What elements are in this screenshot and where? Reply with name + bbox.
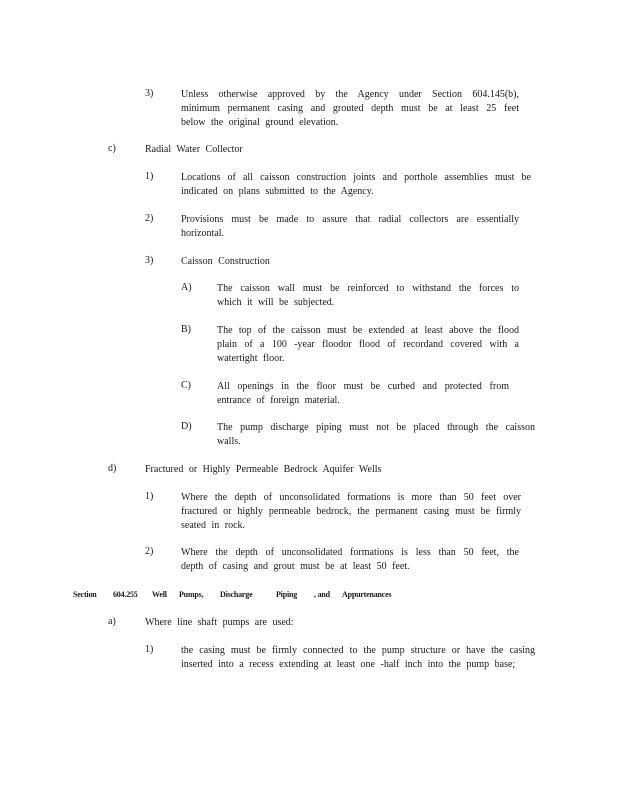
section-title-word: Pumps, [179,590,204,599]
section-title-word: Appurtenances [342,590,392,599]
item-text: The top of the caisson must be extended at least above the flood plain of a 100 -year floodor flood of recordand covered with a watertight floor. [217,325,519,364]
item-number: a) [108,616,116,627]
item-number: 1) [145,644,154,655]
item-number: D) [181,421,192,432]
item-text: Unless otherwise approved by the Agency under Section 604.145(b), minimum permanent casing and grouted depth must be at least 25 feet below the original ground elevation. [181,89,519,128]
item-number: 3) [145,255,154,266]
section-number: 604.255 [113,590,138,599]
item-number: 3) [145,88,154,99]
item-text: The caisson wall must be reinforced to withstand the forces to which it will be subjected. [217,283,519,308]
item-text: Provisions must be made to assure that radial collectors are essentially horizontal. [181,214,519,239]
item-text: Where the depth of unconsolidated formations is more than 50 feet over fractured or highly permeable bedrock, the permanent casing must be firmly seated in rock. [181,492,521,531]
item-text: Where the depth of unconsolidated formations is less than 50 feet, the depth of casing and grout must be at least 50 feet. [181,547,519,572]
item-text: Locations of all caisson construction joints and porthole assemblies must be indicated on plans submitted to the Agency. [181,172,531,197]
item-text: Where line shaft pumps are used: [145,617,294,628]
section-heading [73,590,403,599]
section-title-word: , and [314,590,330,599]
section-label: Section [73,590,97,599]
item-number: A) [181,282,192,293]
item-number: C) [181,380,191,391]
item-text: All openings in the floor must be curbed and protected from entrance of foreign material. [217,381,509,406]
item-number: B) [181,324,191,335]
item-number: 1) [145,171,154,182]
section-title-word: Discharge [220,590,253,599]
item-number: 2) [145,546,154,557]
item-text: Fractured or Highly Permeable Bedrock Aquifer Wells [145,464,382,475]
item-number: 1) [145,491,154,502]
item-text: Caisson Construction [181,256,270,267]
item-number: c) [108,143,116,154]
section-title-word: Piping [276,590,298,599]
item-text: The pump discharge piping must not be placed through the caisson walls. [217,422,535,447]
item-number: d) [108,463,117,474]
section-title-word: Well [152,590,167,599]
item-number: 2) [145,213,154,224]
item-text: Radial Water Collector [145,144,243,155]
item-text: the casing must be firmly connected to the pump structure or have the casing inserted into a recess extending at least one -half inch into the pump base; [181,645,535,670]
